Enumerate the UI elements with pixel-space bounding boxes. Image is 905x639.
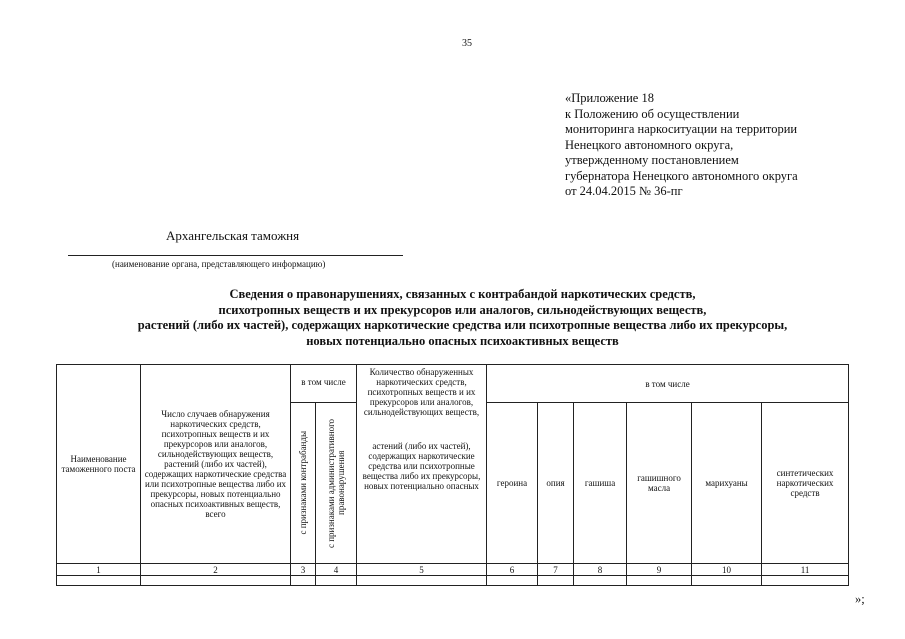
- title-line: Сведения о правонарушениях, связанных с контрабандой наркотических средств,: [229, 287, 696, 301]
- appendix-line: Ненецкого автономного округа,: [565, 137, 734, 152]
- table-cell: [316, 576, 357, 586]
- appendix-line: утвержденному постановлением: [565, 153, 739, 167]
- quantity-gap: [359, 417, 484, 441]
- header-quantity: [357, 365, 487, 564]
- column-number: 7: [538, 564, 574, 576]
- appendix-line: от 24.04.2015 № 36-пг: [565, 184, 683, 198]
- column-number: 11: [762, 564, 849, 576]
- appendix-block: [565, 91, 885, 200]
- table-cell: [291, 576, 316, 586]
- header-hashish-oil: гашишного масла: [627, 403, 692, 564]
- header-synthetic: синтетических наркотических средств: [762, 403, 849, 564]
- quantity-text-top: Количество обнаруженных наркотических средств, психотропных веществ и их прекурсоров или аналогов, сильнодействующих веществ,: [363, 367, 480, 417]
- report-table: [56, 364, 849, 586]
- column-number: 3: [291, 564, 316, 576]
- organization-name: Архангельская таможня: [166, 228, 300, 243]
- title-line: психотропных веществ и их прекурсоров или аналогов, сильнодействующих веществ,: [218, 302, 707, 317]
- data-row: [57, 576, 849, 586]
- table-cell: [538, 576, 574, 586]
- header-row: [57, 365, 849, 403]
- column-number: 9: [627, 564, 692, 576]
- organization-underline: [68, 255, 403, 256]
- appendix-line: губернатора Ненецкого автономного округа: [565, 168, 798, 183]
- appendix-line: «Приложение 18: [565, 91, 654, 105]
- header-opium: опия: [538, 403, 574, 564]
- header-marijuana: марихуаны: [692, 403, 762, 564]
- header-including-1: в том числе: [291, 365, 357, 403]
- administrative-label: с признаками административного правонарушения: [326, 418, 346, 548]
- table-cell: [692, 576, 762, 586]
- quantity-text-bottom: астений (либо их частей), содержащих наркотические средства или психотропные вещества либо их прекурсоры, новых потенциально опасных: [362, 441, 481, 491]
- page-number: 35: [462, 38, 472, 49]
- title-line: растений (либо их частей), содержащих наркотические средства или психотропные вещества либо их прекурсоры,: [137, 318, 788, 332]
- document-title: [40, 287, 885, 349]
- header-post-name: Наименование таможенного поста: [57, 365, 141, 564]
- column-number: 2: [141, 564, 291, 576]
- organization-caption: (наименование органа, представляющего информацию): [112, 259, 326, 269]
- smuggling-label: с признаками контрабанды: [298, 431, 308, 535]
- column-number: 10: [692, 564, 762, 576]
- table-cell: [57, 576, 141, 586]
- title-line: новых потенциально опасных психоактивных веществ: [306, 333, 619, 348]
- column-number: 8: [574, 564, 627, 576]
- appendix-line: к Положению об осуществлении: [565, 106, 740, 121]
- column-number: 1: [57, 564, 141, 576]
- appendix-line: мониторинга наркоситуации на территории: [565, 122, 798, 136]
- header-including-2: в том числе: [487, 365, 849, 403]
- header-smuggling: [291, 403, 316, 564]
- table-cell: [141, 576, 291, 586]
- column-number: 4: [316, 564, 357, 576]
- table-cell: [487, 576, 538, 586]
- column-number: 6: [487, 564, 538, 576]
- header-administrative: [316, 403, 357, 564]
- column-number: 5: [357, 564, 487, 576]
- column-number-row: [57, 564, 849, 576]
- table-cell: [627, 576, 692, 586]
- header-total-cases: Число случаев обнаружения наркотических средств, психотропных веществ и их прекурсоров или аналогов, сильнодействующих веществ, растений (либо их частей), содержащих наркотические средства или психотропные вещества либо их прекурсоры, новых потенциально опасных психоактивных веществ, всего: [141, 365, 291, 564]
- table-cell: [574, 576, 627, 586]
- closing-quote: »;: [855, 592, 865, 606]
- header-hashish: гашиша: [574, 403, 627, 564]
- table-cell: [357, 576, 487, 586]
- header-heroin: героина: [487, 403, 538, 564]
- table-cell: [762, 576, 849, 586]
